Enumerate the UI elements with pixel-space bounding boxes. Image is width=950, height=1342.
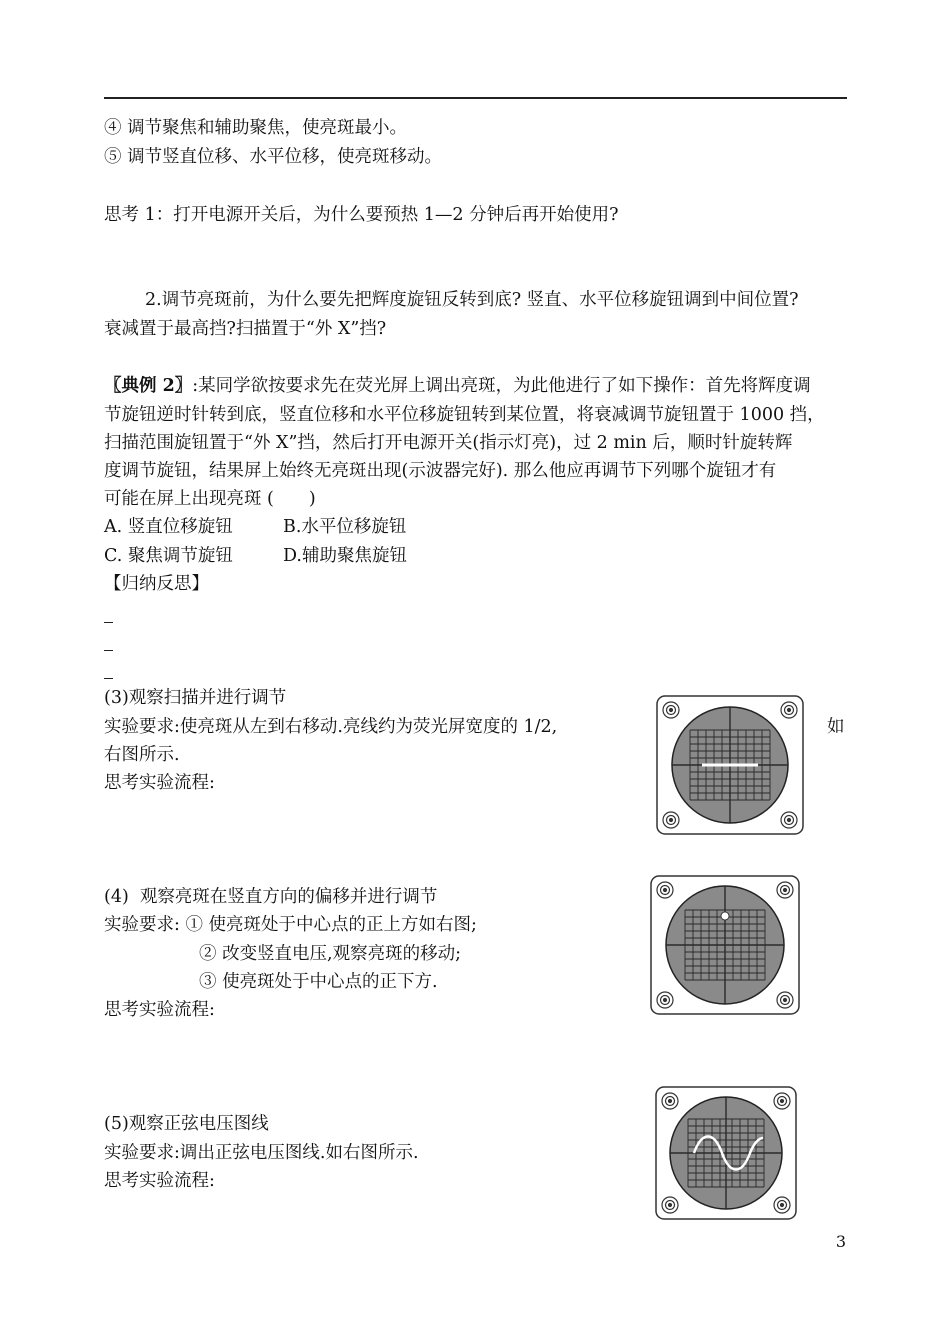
step-5-text: ⑤ 调节竖直位移、水平位移，使亮斑移动。 — [104, 147, 443, 167]
section-3-requirement-end: 如 — [827, 717, 845, 737]
section-4-requirement-3: ③ 使亮斑处于中心点的正下方. — [199, 972, 438, 992]
section-4-requirement-1: 实验要求: ① 使亮斑处于中心点的正上方如右图; — [104, 915, 477, 935]
section-3-requirement-2: 右图所示. — [104, 745, 180, 765]
think-question-1: 思考 1：打开电源开关后，为什么要预热 1—2 分钟后再开始使用? — [104, 205, 619, 225]
section-4-title: (4) 观察亮斑在竖直方向的偏移并进行调节 — [104, 887, 438, 907]
question-2-line1: 2.调节亮斑前，为什么要先把辉度旋钮反转到底? 竖直、水平位移旋钮调到中间位置? — [145, 290, 799, 310]
section-4-think: 思考实验流程: — [104, 1000, 215, 1020]
section-5-requirement: 实验要求:调出正弦电压图线.如右图所示. — [104, 1143, 419, 1163]
blank-line-2 — [104, 650, 113, 651]
option-b: B.水平位移旋钮 — [283, 517, 407, 537]
header-rule — [104, 97, 847, 99]
oscilloscope-sine-wave-figure — [655, 1086, 797, 1220]
summary-heading: 【归纳反思】 — [104, 574, 209, 594]
option-a: A. 竖直位移旋钮 — [104, 517, 233, 537]
example-2-label: 〖典例 2〗 — [104, 376, 193, 396]
example-2-text: :某同学欲按要求先在荧光屏上调出亮斑，为此他进行了如下操作：首先将辉度调 — [192, 376, 811, 396]
option-d: D.辅助聚焦旋钮 — [283, 546, 407, 566]
section-4-requirement-2: ② 改变竖直电压,观察亮斑的移动; — [199, 944, 462, 964]
example-2-line2: 节旋钮逆时针转到底，竖直位移和水平位移旋钮转到某位置，将衰减调节旋钮置于 1000 挡， — [104, 405, 825, 425]
example-2-line5: 可能在屏上出现亮斑 ( ) — [104, 489, 316, 509]
bright-spot — [721, 912, 729, 920]
page-number: 3 — [835, 1232, 846, 1251]
question-2-line2: 衰减置于最高挡?扫描置于“外 X”挡? — [104, 319, 387, 339]
section-5-title: (5)观察正弦电压图线 — [104, 1114, 269, 1134]
step-4-text: ④ 调节聚焦和辅助聚焦，使亮斑最小。 — [104, 118, 408, 138]
example-2-line3: 扫描范围旋钮置于“外 X”挡，然后打开电源开关(指示灯亮)，过 2 min 后，顺时针旋转辉 — [104, 433, 793, 453]
option-c: C. 聚焦调节旋钮 — [104, 546, 233, 566]
oscilloscope-dot-above-center-figure — [650, 875, 800, 1015]
section-3-think: 思考实验流程: — [104, 773, 215, 793]
example-2-line4: 度调节旋钮，结果屏上始终无亮斑出现(示波器完好). 那么他应再调节下列哪个旋钮才有 — [104, 461, 777, 481]
section-3-title: (3)观察扫描并进行调节 — [104, 688, 287, 708]
blank-line-3 — [104, 678, 113, 679]
section-3-requirement: 实验要求:使亮斑从左到右移动.亮线约为荧光屏宽度的 1/2, — [104, 717, 558, 737]
example-2-line1 — [104, 374, 811, 398]
blank-line-1 — [104, 622, 113, 623]
oscilloscope-horizontal-line-figure — [656, 695, 804, 835]
section-5-think: 思考实验流程: — [104, 1171, 215, 1191]
